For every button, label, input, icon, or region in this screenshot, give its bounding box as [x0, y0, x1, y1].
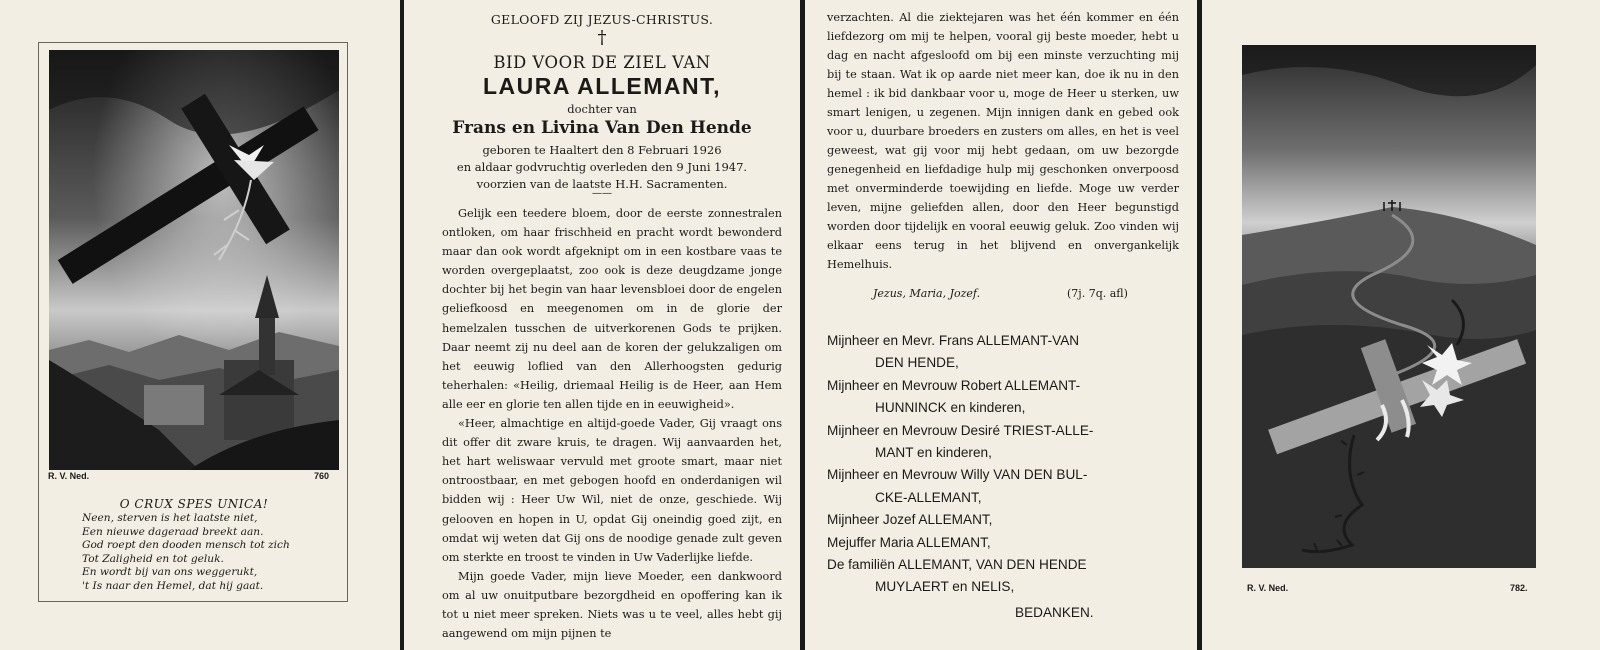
- header-line: GELOOFD ZIJ JEZUS-CHRISTUS.: [490, 12, 714, 27]
- family-line: Mijnheer en Mevrouw Willy VAN DEN BUL-: [827, 467, 1088, 483]
- family-line: MUYLAERT en NELIS,: [875, 579, 1015, 595]
- memorial-body: [442, 204, 782, 643]
- poem-line: God roept den dooden mensch tot zich: [82, 539, 290, 552]
- poem-line: Neen, sterven is het laatste niet,: [82, 512, 258, 524]
- continuation-page: [805, 0, 1197, 650]
- deceased-name: LAURA ALLEMANT,: [483, 73, 721, 99]
- body-paragraph: «Heer, almachtige en altijd-goede Vader, Gij vraagt ons dit offer dit zware kruis, te dragen. Wij aanvaarden het, het hart weliswaar vervuld met groote smart, maar niet ontroostbaar, en met gebogen hoofd en onderdanigen wil bidden wij : Heer Uw Wil, niet de onze, geschiede. Wij gelooven en hopen in U, opdat Gij oneindig goed zijt, en omdat wij weten dat Gij ons de noodige genade zult geven om sterkte en troost te vinden in Uw Vaderlijke liefde.: [442, 417, 782, 564]
- poem-line: 't Is naar den Hemel, dat hij gaat.: [82, 579, 264, 592]
- memorial-text-page: [404, 0, 800, 650]
- pray-line: BID VOOR DE ZIEL VAN: [493, 53, 711, 72]
- family-line: Mijnheer Jozef ALLEMANT,: [827, 512, 993, 528]
- family-line: HUNNINCK en kinderen,: [875, 400, 1026, 416]
- separator: ——: [592, 188, 612, 199]
- family-line: CKE-ALLEMANT,: [875, 489, 982, 505]
- card-number: 760: [314, 471, 330, 481]
- family-line: MANT en kinderen,: [875, 445, 992, 461]
- invocation: Jezus, Maria, Jozef.: [873, 287, 981, 300]
- family-line: Mijnheer en Mevrouw Robert ALLEMANT-: [827, 377, 1081, 393]
- poem-title: O CRUX SPES UNICA!: [119, 497, 269, 511]
- publisher-label: R. V. Ned.: [48, 471, 90, 481]
- daughter-of-line: dochter van: [567, 102, 637, 116]
- cross-hill-illustration: [1242, 45, 1536, 568]
- cross-lily-church-illustration: [49, 50, 339, 470]
- poem: [82, 512, 290, 594]
- cross-symbol: †: [597, 27, 607, 48]
- poem-line: Tot Zaligheid en tot geluk.: [82, 552, 224, 565]
- family-line: DEN HENDE,: [875, 355, 959, 371]
- family-list: [827, 330, 1187, 599]
- family-line: Mejuffer Maria ALLEMANT,: [827, 534, 991, 550]
- family-line: Mijnheer en Mevrouw Desiré TRIEST-ALLE-: [827, 422, 1094, 438]
- death-line: en aldaar godvruchtig overleden den 9 Juni 1947.: [456, 160, 748, 174]
- poem-line: Een nieuwe dageraad breekt aan.: [82, 525, 264, 538]
- parents-line: Frans en Livina Van Den Hende: [452, 118, 752, 138]
- birth-line: geboren te Haaltert den 8 Februari 1926: [482, 143, 722, 157]
- continuation-body: [827, 8, 1179, 274]
- indulgence-note: (7j. 7q. afl): [1067, 287, 1128, 300]
- family-line: Mijnheer en Mevr. Frans ALLEMANT-VAN: [827, 333, 1080, 348]
- poem-line: En wordt bij van ons weggerukt,: [82, 566, 258, 579]
- closing-word: BEDANKEN.: [1015, 605, 1094, 620]
- body-paragraph: Mijn goede Vader, mijn lieve Moeder, een dankwoord om al uw onuitputbare bezorgdheid en opoffering kan ik tot u niet meer spreken. Niets was u te veel, alles hebt gij aangewend om mijn pijnen te: [442, 569, 782, 641]
- publisher-label: R. V. Ned.: [1247, 583, 1289, 593]
- body-paragraph: Gelijk een teedere bloem, door de eerste zonnestralen ontloken, om haar frischheid en pracht wordt bewonderd maar dan ook wordt afgeknipt om in een kostbare vaas te worden overgeplaatst, zoo ook is deze deugdzame jonge dochter bij het begin van haar levensbloei door de engelen geliefkoosd en meegenomen om in de glorie der hemelzalen tusschen de uitverkorenen Gods te prijken. Daar neemt zij nu deel aan de koren der gelukzaligen om het eeuwig loflied van den Allerhoogsten gedurig teherhalen: «Heilig, driemaal Heilig is de Heer, aan Hem alle eer en glorie ten allen tijde en in eeuwigheid».: [442, 207, 782, 411]
- sacraments-line: voorzien van de laatste H.H. Sacramenten.: [476, 177, 728, 191]
- body-paragraph: verzachten. Al die ziektejaren was het één kommer en één liefdezorg om mij te helpen, vooral gij beste moeder, hebt u dag en nacht afgesloofd om bij een minste verzuchting mij bij te staan. Wat ik op aarde niet meer kan, doe ik nu in den hemel : ik bid dankbaar voor u, moge de Heer u sterken, uw smart lenigen, u zegenen. Mijn innigen dank en gebed ook voor u, duurbare broeders en zusters om alles, en het is veel geweest, wat gij voor mij hebt gedaan, om uw bezorgde genegenheid en liefdadige hulp mij geschonken onverpoosd met onverminderde toewijding en liefde. Moge uw verder leven, mijne geliefden allen, door den Heer begunstigd worden door tijdelijk en vooral eeuwig geluk. Zoo vinden wij elkaar eens terug in het blijvend en onvergankelijk Hemelhuis.: [827, 11, 1179, 271]
- card-number: 782.: [1510, 583, 1528, 593]
- family-line: De familiën ALLEMANT, VAN DEN HENDE: [827, 557, 1087, 573]
